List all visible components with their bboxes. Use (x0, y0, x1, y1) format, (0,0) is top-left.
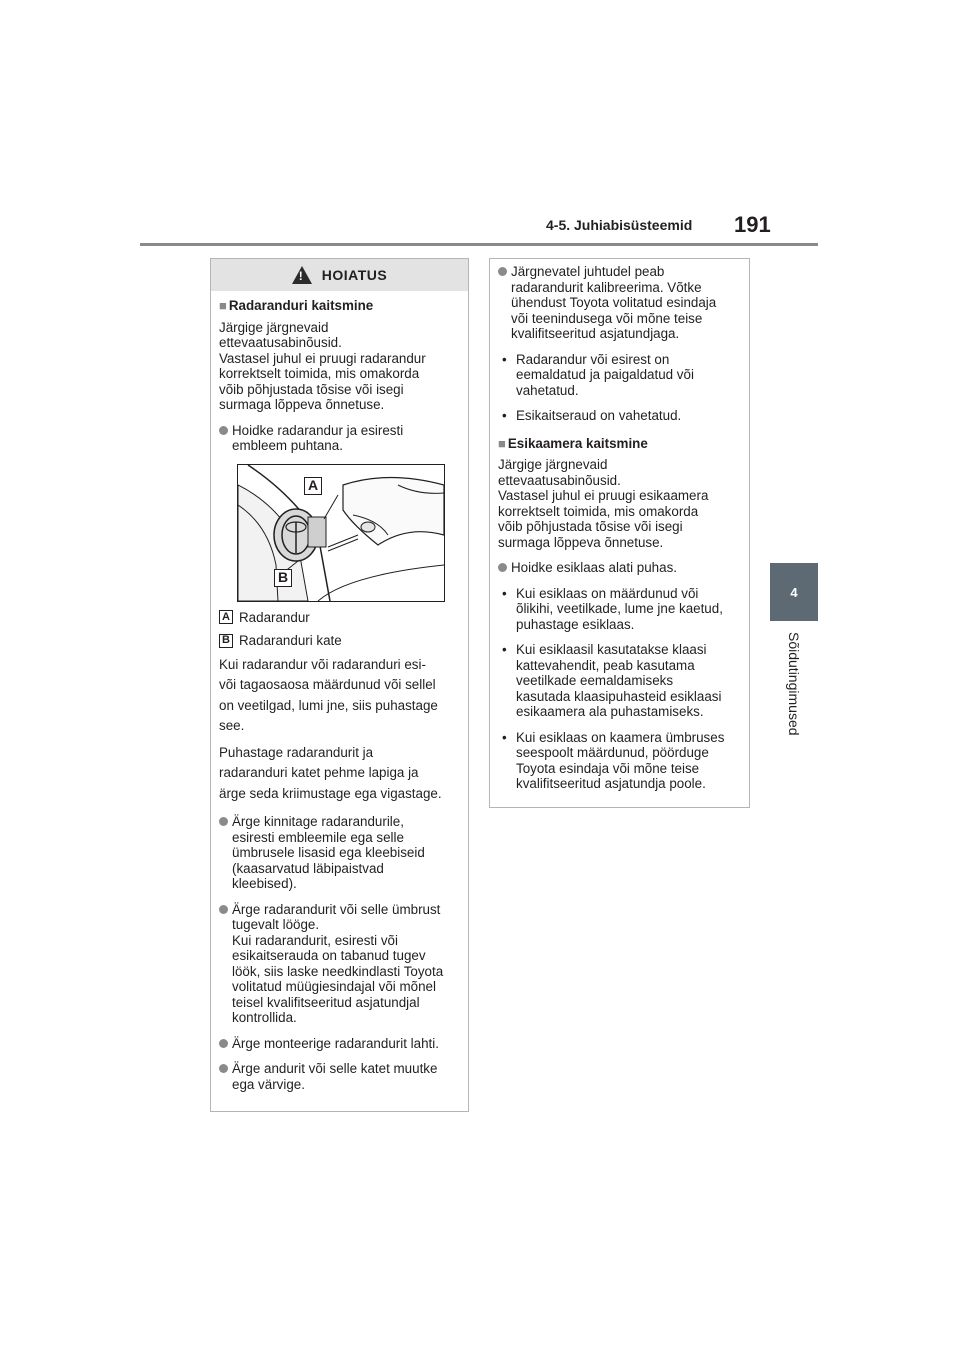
warning-header (211, 259, 468, 291)
chapter-tab[interactable]: 4 (770, 563, 818, 621)
legend-item (219, 633, 460, 649)
list-item: Ärge radarandurit või selle ümbrust tugevalt lööge. Kui radarandurit, esiresti või esikaitserauda on tabanud tugev löök, siis laske needkindlasti Toyota volitatud müügiesindajal või mõnel teisel kvalifitseeritud asjatundjal kontrollida. (219, 902, 460, 1026)
bullet-icon (219, 905, 228, 914)
figure-label-b: B (274, 569, 292, 587)
legend-key: B (219, 634, 233, 648)
intro-text: Järgige järgnevaid ettevaatusabinõusid. Vastasel juhul ei pruugi esikaamera korrektselt toimida, mis omakorda võib põhjustada tõsise või isegi surmaga lõppeva õnnetuse. (498, 457, 709, 550)
car-front-illustration (238, 465, 444, 601)
bullet-icon (498, 563, 507, 572)
sub-list-item: • Kui esiklaasil kasutatakse klaasi kattevahendit, peab kasutama veetilkade eemaldamiseks kasutada klaasipuhasteid esiklaasi esikaamera ala puhastamiseks. (502, 642, 722, 719)
legend-text: Radarandur (239, 609, 310, 625)
intro-text: Järgige järgnevaid ettevaatusabinõusid. Vastasel juhul ei pruugi radarandur korrektselt toimida, mis omakorda võib põhjustada tõsise või isegi surmaga lõppeva õnnetuse. (219, 319, 426, 412)
section-heading: ■ Esikaamera kaitsmine (498, 435, 648, 451)
list-item: Ärge kinnitage radarandurile, esiresti embleemile ega selle ümbrusele lisasid ega kleebiseid (kaasarvatud läbipaistvad kleebised). (219, 814, 460, 892)
warning-icon: ! (292, 266, 312, 284)
page-number: 191 (734, 212, 771, 237)
square-bullet-icon: ■ (219, 298, 227, 313)
bullet-icon (219, 817, 228, 826)
bullet-icon (219, 426, 228, 435)
sub-list-item: • Radarandur või esirest on eemaldatud ja paigaldatud või vahetatud. (502, 351, 694, 398)
continued-content (490, 259, 749, 792)
square-bullet-icon: ■ (498, 435, 506, 451)
warning-box (210, 258, 469, 1112)
section-heading: ■ Radaranduri kaitsmine (219, 298, 374, 313)
radar-sensor-figure (237, 464, 445, 602)
list-item: Ärge monteerige radarandurit lahti. (219, 1036, 460, 1052)
header-rule (140, 243, 818, 246)
section-title: 4-5. Juhiabisüsteemid (546, 217, 693, 233)
continued-warning-box (489, 258, 750, 808)
bullet-icon (219, 1064, 228, 1073)
list-item: Ärge andurit või selle katet muutke ega värvige. (219, 1061, 460, 1092)
list-item: Järgnevatel juhtudel peab radarandurit kalibreerima. Võtke ühendust Toyota volitatud esindaja või teenindusega või mõne teise kvalifitseeritud asjatundjaga. (498, 264, 741, 342)
warning-content (211, 291, 468, 1092)
sub-list-item: • Esikaitseraud on vahetatud. (502, 408, 682, 423)
legend-key: A (219, 610, 233, 624)
paragraph: Puhastage radarandurit ja radaranduri katet pehme lapiga ja ärge seda kriimustage ega vigastage. (219, 744, 442, 801)
bullet-icon (498, 267, 507, 276)
warning-title: HOIATUS (321, 267, 388, 283)
figure-label-a: A (304, 477, 322, 495)
sub-list-item: • Kui esiklaas on määrdunud või õlikihi, veetilkade, lume jne kaetud, puhastage esiklaas. (502, 585, 723, 632)
chapter-label: Sõidutingimused (786, 632, 802, 736)
bullet-icon (219, 1039, 228, 1048)
sub-list-item: • Kui esiklaas on kaamera ümbruses seespoolt määrdunud, pöörduge Toyota esindaja või mõne teise kvalifitseeritud asjatundja poole. (502, 729, 725, 791)
paragraph: Kui radarandur või radaranduri esi- või tagaosaosa määrdunud või sellel on veetilgad, lumi jne, siis puhastage see. (219, 656, 438, 733)
list-item: Hoidke radarandur ja esiresti embleem puhtana. (219, 423, 460, 454)
legend-text: Radaranduri kate (239, 633, 342, 648)
legend-item (219, 610, 460, 626)
list-item: Hoidke esiklaas alati puhas. (498, 560, 741, 576)
